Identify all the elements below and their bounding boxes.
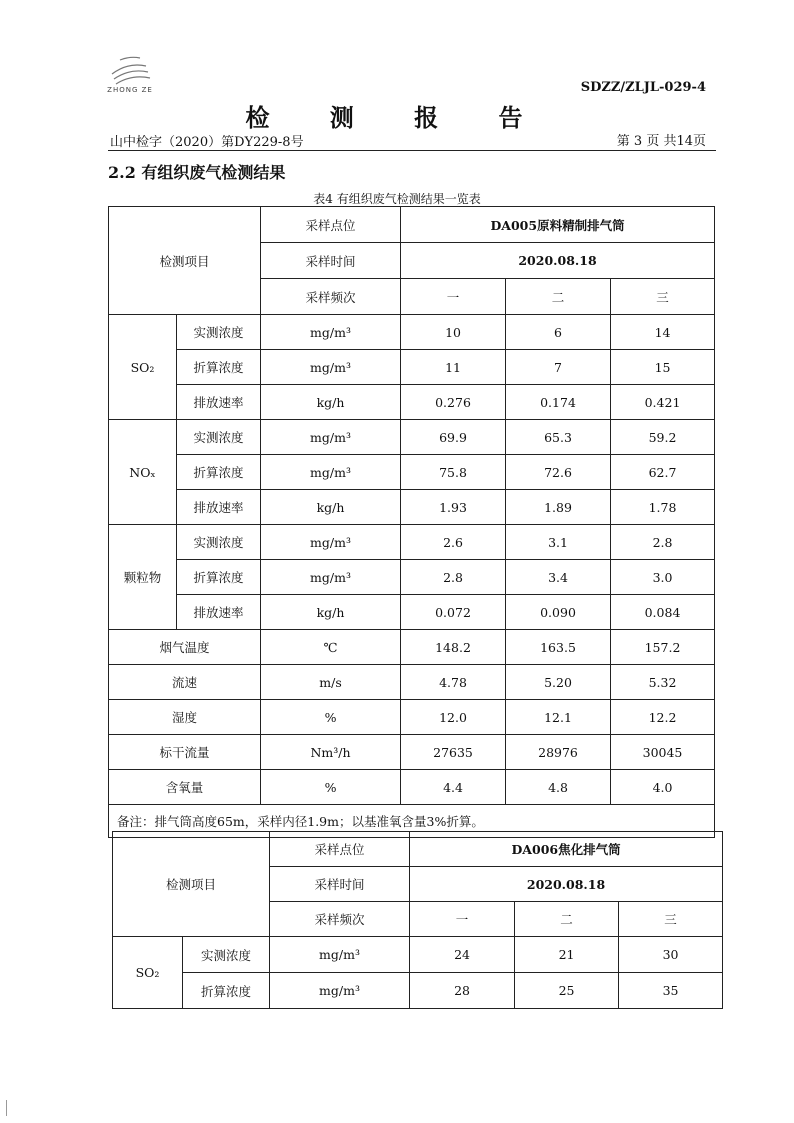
- value: 7: [506, 350, 611, 385]
- value: 28: [410, 973, 515, 1009]
- value: 0.276: [401, 385, 506, 420]
- freq-3: 三: [611, 279, 715, 315]
- value: 6: [506, 315, 611, 350]
- sampling-point-label: 采样点位: [270, 832, 410, 867]
- freq-1: 一: [410, 902, 515, 937]
- metric-name: 折算浓度: [183, 973, 270, 1009]
- unit: %: [261, 700, 401, 735]
- value: 1.93: [401, 490, 506, 525]
- sampling-freq-label: 采样频次: [261, 279, 401, 315]
- value: 11: [401, 350, 506, 385]
- table-row: [109, 560, 715, 595]
- unit: mg/m³: [261, 560, 401, 595]
- unit: mg/m³: [261, 455, 401, 490]
- value: 10: [401, 315, 506, 350]
- section-title: 2.2 有组织废气检测结果: [108, 163, 286, 182]
- sampling-time-label: 采样时间: [270, 867, 410, 902]
- value: 12.1: [506, 700, 611, 735]
- value: 65.3: [506, 420, 611, 455]
- metric-name: 实测浓度: [177, 315, 261, 350]
- metric-name: 折算浓度: [177, 455, 261, 490]
- value: 24: [410, 937, 515, 973]
- metric-name: 实测浓度: [177, 525, 261, 560]
- metric-name: 标干流量: [109, 735, 261, 770]
- unit: mg/m³: [261, 420, 401, 455]
- value: 12.2: [611, 700, 715, 735]
- value: 4.0: [611, 770, 715, 805]
- report-number: 山中检字（2020）第DY229-8号: [110, 135, 304, 150]
- freq-2: 二: [515, 902, 619, 937]
- table-row: [109, 665, 715, 700]
- table-row: [109, 700, 715, 735]
- table-row: [109, 770, 715, 805]
- value: 21: [515, 937, 619, 973]
- sampling-time-label: 采样时间: [261, 243, 401, 279]
- value: 5.20: [506, 665, 611, 700]
- value: 12.0: [401, 700, 506, 735]
- metric-name: 湿度: [109, 700, 261, 735]
- value: 157.2: [611, 630, 715, 665]
- metric-name: 排放速率: [177, 490, 261, 525]
- freq-3: 三: [619, 902, 723, 937]
- metric-name: 折算浓度: [177, 560, 261, 595]
- unit: kg/h: [261, 385, 401, 420]
- unit: ℃: [261, 630, 401, 665]
- table-caption: 表4 有组织废气检测结果一览表: [313, 192, 481, 206]
- value: 25: [515, 973, 619, 1009]
- page-info: 第 3 页 共14页: [616, 134, 706, 149]
- value: 14: [611, 315, 715, 350]
- sampling-freq-label: 采样频次: [270, 902, 410, 937]
- value: 30045: [611, 735, 715, 770]
- page-title: 检 测 报 告: [245, 103, 549, 132]
- metric-name: 实测浓度: [177, 420, 261, 455]
- unit: %: [261, 770, 401, 805]
- table-row: [113, 973, 723, 1009]
- table-row: [109, 630, 715, 665]
- unit: kg/h: [261, 490, 401, 525]
- unit: mg/m³: [270, 973, 410, 1009]
- unit: m/s: [261, 665, 401, 700]
- table-row: [109, 735, 715, 770]
- metric-name: 排放速率: [177, 595, 261, 630]
- sampling-time-value: 2020.08.18: [401, 243, 715, 279]
- table-row: [109, 350, 715, 385]
- value: 0.090: [506, 595, 611, 630]
- value: 4.78: [401, 665, 506, 700]
- value: 3.4: [506, 560, 611, 595]
- freq-2: 二: [506, 279, 611, 315]
- value: 0.072: [401, 595, 506, 630]
- unit: Nm³/h: [261, 735, 401, 770]
- table-row: [109, 455, 715, 490]
- results-table-da006: [112, 831, 723, 1009]
- sampling-point-value: DA005原料精制排气筒: [401, 207, 715, 243]
- value: 75.8: [401, 455, 506, 490]
- header-rule: [108, 150, 716, 151]
- group-name: NOₓ: [109, 420, 177, 525]
- group-name: SO₂: [113, 937, 183, 1009]
- test-item-label: 检测项目: [113, 832, 270, 937]
- table-row: [109, 595, 715, 630]
- value: 2.6: [401, 525, 506, 560]
- sampling-point-value: DA006焦化排气筒: [410, 832, 723, 867]
- freq-1: 一: [401, 279, 506, 315]
- table-row: [109, 385, 715, 420]
- value: 30: [619, 937, 723, 973]
- value: 0.174: [506, 385, 611, 420]
- value: 2.8: [611, 525, 715, 560]
- logo-text: ZHONG ZE: [107, 86, 153, 94]
- metric-name: 含氧量: [109, 770, 261, 805]
- scan-mark: [6, 1100, 7, 1116]
- metric-name: 实测浓度: [183, 937, 270, 973]
- value: 148.2: [401, 630, 506, 665]
- metric-name: 排放速率: [177, 385, 261, 420]
- unit: mg/m³: [261, 525, 401, 560]
- value: 3.0: [611, 560, 715, 595]
- value: 5.32: [611, 665, 715, 700]
- value: 1.89: [506, 490, 611, 525]
- value: 62.7: [611, 455, 715, 490]
- table-row: [109, 315, 715, 350]
- value: 2.8: [401, 560, 506, 595]
- value: 27635: [401, 735, 506, 770]
- value: 3.1: [506, 525, 611, 560]
- table-row: [109, 420, 715, 455]
- table-row: [109, 525, 715, 560]
- sampling-point-label: 采样点位: [261, 207, 401, 243]
- value: 35: [619, 973, 723, 1009]
- value: 163.5: [506, 630, 611, 665]
- value: 72.6: [506, 455, 611, 490]
- value: 28976: [506, 735, 611, 770]
- unit: mg/m³: [261, 350, 401, 385]
- group-name: SO₂: [109, 315, 177, 420]
- group-name: 颗粒物: [109, 525, 177, 630]
- value: 1.78: [611, 490, 715, 525]
- metric-name: 折算浓度: [177, 350, 261, 385]
- document-code: SDZZ/ZLJL-029-4: [580, 80, 706, 95]
- sampling-time-value: 2020.08.18: [410, 867, 723, 902]
- value: 0.084: [611, 595, 715, 630]
- value: 69.9: [401, 420, 506, 455]
- table-row: [113, 937, 723, 973]
- unit: mg/m³: [261, 315, 401, 350]
- table-row: [109, 490, 715, 525]
- value: 0.421: [611, 385, 715, 420]
- test-item-label: 检测项目: [109, 207, 261, 315]
- value: 59.2: [611, 420, 715, 455]
- value: 4.4: [401, 770, 506, 805]
- table-note: 备注：排气筒高度65m，采样内径1.9m；以基准氧含量3%折算。: [109, 805, 715, 838]
- value: 4.8: [506, 770, 611, 805]
- metric-name: 烟气温度: [109, 630, 261, 665]
- value: 15: [611, 350, 715, 385]
- results-table-da005: [108, 206, 715, 838]
- unit: mg/m³: [270, 937, 410, 973]
- unit: kg/h: [261, 595, 401, 630]
- metric-name: 流速: [109, 665, 261, 700]
